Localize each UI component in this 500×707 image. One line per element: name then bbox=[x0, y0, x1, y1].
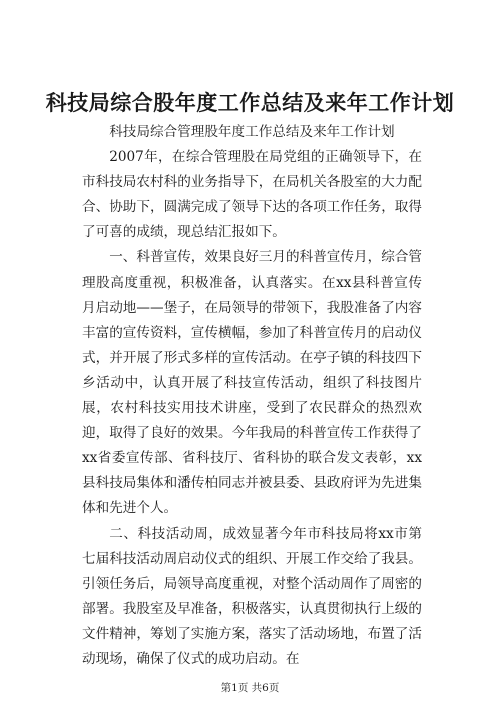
document-body bbox=[82, 120, 422, 672]
page-number: 第1页 共6页 bbox=[220, 682, 280, 694]
document-title: 科技局综合股年度工作总结及来年工作计划 bbox=[45, 91, 455, 115]
intro-paragraph: 2007年，在综合管理股在局党组的正确领导下，在市科技局农村科的业务指导下，在局机关各股室的大力配合、协助下，圆满完成了领导下达的各项工作任务，取得了可喜的成绩，现总结汇报如下。 bbox=[82, 149, 422, 241]
subtitle-paragraph: 科技局综合管理股年度工作总结及来年工作计划 bbox=[109, 124, 395, 140]
section-two-paragraph: 二、科技活动周，成效显著今年市科技局将xx市第七届科技活动周启动仪式的组织、开展工作交给了我县。引领任务后，局领导高度重视，对整个活动周作了周密的部署。我股室及早准备，积极落实，认真贯彻执行上级的文件精神，筹划了实施方案，落实了活动场地，布置了活动现场，确保了仪式的成功启动。在 bbox=[82, 525, 422, 667]
section-one-paragraph: 一、科普宣传，效果良好三月的科普宣传月，综合管理股高度重视，积极准备，认真落实。在xx县科普宣传月启动地——堡子，在局领导的带领下，我股准备了内容丰富的宣传资料，宣传横幅，参加了科普宣传月的启动仪式，并开展了形式多样的宣传活动。在亭子镇的科技四下乡活动中，认真开展了科技宣传活动，组织了科技图片展，农村科技实用技术讲座，受到了农民群众的热烈欢迎，取得了良好的效果。今年我局的科普宣传工作获得了xx省委宣传部、省科技厅、省科协的联合发文表彰，xx县科技局集体和潘传柏同志并被县委、县政府评为先进集体和先进个人。 bbox=[82, 249, 422, 517]
